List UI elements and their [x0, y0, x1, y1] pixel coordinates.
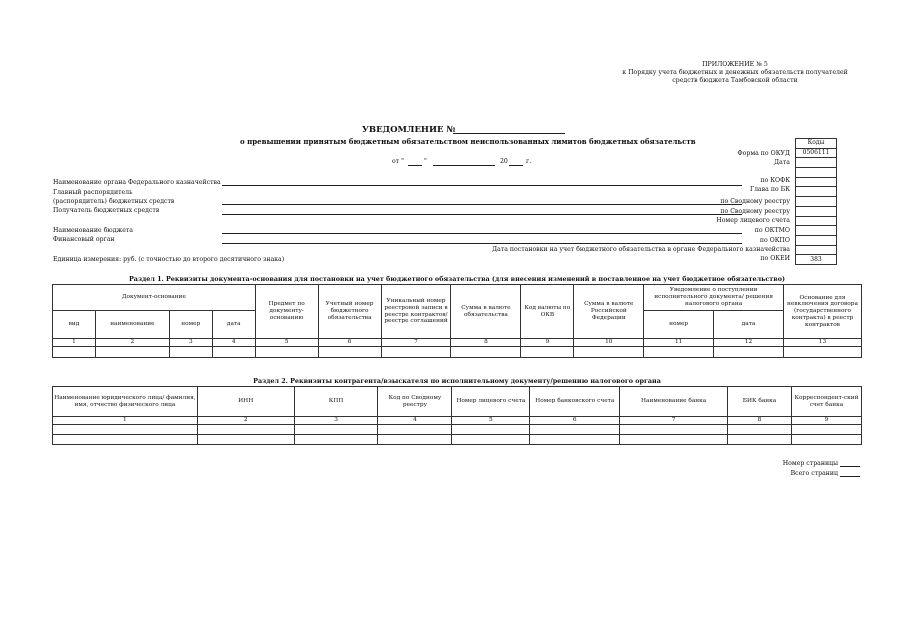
s1-header-unique-number: Уникальный номер реестровой записи в реестре контрактов/ реестре соглашений [381, 285, 451, 339]
field-label-finance-organ: Финансовый орган [53, 236, 115, 243]
field-line-recipient[interactable] [222, 214, 742, 215]
s2-cell[interactable] [53, 425, 198, 435]
s1-cell[interactable] [212, 347, 255, 358]
date-from-label: от " [392, 158, 404, 165]
codes-okei-value[interactable]: 383 [796, 255, 837, 265]
s1-cell[interactable] [318, 347, 381, 358]
codes-account-value[interactable] [796, 216, 837, 226]
field-line-fk-organ[interactable] [222, 185, 742, 186]
field-line-manager[interactable] [222, 204, 742, 205]
field-label-recipient: Получатель бюджетных средств [53, 207, 160, 214]
codes-kofk-value[interactable] [796, 177, 837, 187]
codes-table [795, 138, 837, 265]
s2-cell[interactable] [620, 435, 728, 445]
s1-header-notice-number: номер [644, 311, 714, 339]
field-line-finance-organ[interactable] [222, 243, 742, 244]
s2-colnum: 9 [791, 417, 861, 425]
s1-colnum: 9 [521, 339, 574, 347]
s1-cell[interactable] [53, 347, 96, 358]
codes-glava-value[interactable] [796, 187, 837, 197]
s1-header-acc-number: Учетный номер бюджетного обязательства [318, 285, 381, 339]
s2-cell[interactable] [791, 435, 861, 445]
s1-header-notice: Уведомление о поступлении исполнительного документа/ решения налогового органа [644, 285, 784, 311]
field-label-manager-sub: (распорядитель) бюджетных средств [53, 198, 175, 205]
s1-colnum: 12 [714, 339, 784, 347]
footer-total-pages-label: Всего страниц [790, 470, 838, 477]
s1-header-sum-currency: Сумма в валюте обязательства [451, 285, 521, 339]
table-row [53, 347, 862, 358]
s1-colnum: 8 [451, 339, 521, 347]
s2-cell[interactable] [197, 435, 294, 445]
codes-label-okei: по ОКЕИ [760, 255, 790, 262]
section1-table [52, 284, 862, 358]
s2-header-corr-account: Корреспондент-ский счет банка [791, 387, 861, 417]
codes-label-registration-date: Дата постановки на учет бюджетного обязательства в органе Федерального казначейства [492, 246, 790, 253]
footer-total-pages-line[interactable] [840, 476, 860, 477]
s1-cell[interactable] [783, 347, 861, 358]
codes-svod-value-1[interactable] [796, 197, 837, 207]
section2-table [52, 386, 862, 445]
s1-header-doc-basis: Документ-основание [53, 285, 256, 311]
s1-colnum: 11 [644, 339, 714, 347]
s2-cell[interactable] [452, 425, 530, 435]
s2-header-inn: ИНН [197, 387, 294, 417]
s1-header-currency-code: Код валюты по ОКВ [521, 285, 574, 339]
appendix-line-1: ПРИЛОЖЕНИЕ № 5 [702, 61, 768, 68]
field-label-budget-name: Наименование бюджета [53, 227, 133, 234]
s1-cell[interactable] [451, 347, 521, 358]
s2-cell[interactable] [530, 425, 620, 435]
date-year-line [509, 165, 523, 166]
s2-header-bik: БИК банка [728, 387, 792, 417]
codes-date-value[interactable] [796, 158, 837, 168]
s2-colnum: 5 [452, 417, 530, 425]
s2-header-kpp: КПП [294, 387, 378, 417]
section2-title: Раздел 2. Реквизиты контрагента/взыскателя по исполнительному документу/решению налогового органа [253, 377, 661, 385]
table-row [53, 425, 862, 435]
s2-header-bank-account: Номер банковского счета [530, 387, 620, 417]
s1-header-basis: Основание для невключения договора (государственного контракта) в реестр контрактов [783, 285, 861, 339]
s1-header-number: номер [169, 311, 212, 339]
appendix-line-2: к Порядку учета бюджетных и денежных обязательств получателей [622, 69, 848, 76]
field-label-unit: Единица измерения: руб. (с точностью до второго десятичного знака) [53, 256, 285, 263]
s1-cell[interactable] [95, 347, 169, 358]
codes-svod-value-2[interactable] [796, 206, 837, 216]
s2-colnum: 7 [620, 417, 728, 425]
codes-label-oktmo: по ОКТМО [754, 227, 790, 234]
s1-cell[interactable] [169, 347, 212, 358]
codes-label-okpo: по ОКПО [759, 237, 790, 244]
codes-okud-value[interactable]: 0506111 [796, 148, 837, 158]
s1-cell[interactable] [644, 347, 714, 358]
s1-colnum: 7 [381, 339, 451, 347]
codes-label-date: Дата [774, 159, 790, 166]
page-title: УВЕДОМЛЕНИЕ № [362, 125, 456, 135]
s1-colnum: 1 [53, 339, 96, 347]
codes-oktmo-value[interactable] [796, 226, 837, 236]
codes-label-svod-1: по Сводному реестру [720, 198, 790, 205]
s2-colnum: 2 [197, 417, 294, 425]
footer-page-number-label: Номер страницы [782, 460, 838, 467]
s2-colnum: 6 [530, 417, 620, 425]
s1-cell[interactable] [574, 347, 644, 358]
s1-cell[interactable] [714, 347, 784, 358]
codes-header: Коды [796, 139, 837, 149]
s2-header-bank-name: Наименование банка [620, 387, 728, 417]
s1-cell[interactable] [381, 347, 451, 358]
codes-okpo-value[interactable] [796, 235, 837, 245]
s2-cell[interactable] [452, 435, 530, 445]
s1-header-name: наименование [95, 311, 169, 339]
section1-title: Раздел 1. Реквизиты документа-основания для постановки на учет бюджетного обязательства (для внесения изменений в поставленное на учет бюджетное обязательство) [129, 275, 785, 283]
page-subtitle: о превышении принятым бюджетным обязательством неиспользованных лимитов бюджетных обязательств [240, 137, 696, 146]
table-row [53, 435, 862, 445]
s1-colnum: 6 [318, 339, 381, 347]
s1-colnum: 13 [783, 339, 861, 347]
s1-colnum: 5 [255, 339, 318, 347]
s2-cell[interactable] [791, 425, 861, 435]
codes-blank-1[interactable] [796, 168, 837, 178]
s1-cell[interactable] [255, 347, 318, 358]
s2-header-name: Наименование юридического лица/ фамилия, имя, отчество физического лица [53, 387, 198, 417]
s2-colnum: 4 [378, 417, 452, 425]
field-label-main-manager: Главный распорядитель [53, 189, 133, 196]
s1-header-sum-rub: Сумма в валюте Российской Федерации [574, 285, 644, 339]
s2-cell[interactable] [294, 425, 378, 435]
date-year-prefix: 20 [500, 158, 508, 165]
codes-label-glava: Глава по БК [749, 186, 790, 193]
field-line-budget-name[interactable] [222, 233, 742, 234]
s2-header-account: Номер лицевого счета [452, 387, 530, 417]
s2-header-svod-code: Код по Сводному реестру [378, 387, 452, 417]
s2-cell[interactable] [197, 425, 294, 435]
codes-registration-date-value[interactable] [796, 245, 837, 255]
s2-cell[interactable] [728, 435, 792, 445]
s2-cell[interactable] [530, 435, 620, 445]
date-day-line [408, 165, 422, 166]
s1-header-vid: вид [53, 311, 96, 339]
s1-header-notice-date: дата [714, 311, 784, 339]
notice-number-line [453, 133, 565, 134]
s1-colnum: 4 [212, 339, 255, 347]
s1-header-date: дата [212, 311, 255, 339]
s2-cell[interactable] [378, 435, 452, 445]
s1-cell[interactable] [521, 347, 574, 358]
s2-colnum: 1 [53, 417, 198, 425]
appendix-line-3: средств бюджета Тамбовской области [672, 77, 798, 84]
date-suffix: г. [526, 158, 532, 165]
codes-label-svod-2: по Сводному реестру [720, 208, 790, 215]
date-month-line [433, 165, 495, 166]
codes-label-okud: Форма по ОКУД [737, 150, 790, 157]
s1-colnum: 10 [574, 339, 644, 347]
s2-cell[interactable] [378, 425, 452, 435]
s1-colnum: 2 [95, 339, 169, 347]
s2-colnum: 3 [294, 417, 378, 425]
field-label-fk-organ: Наименование органа Федерального казначейства [53, 179, 221, 186]
s1-header-subject: Предмет по документу-основанию [255, 285, 318, 339]
date-quote: " [424, 158, 427, 165]
s1-colnum: 3 [169, 339, 212, 347]
s2-colnum: 8 [728, 417, 792, 425]
s2-cell[interactable] [620, 425, 728, 435]
codes-label-kofk: по КОФК [760, 177, 790, 184]
footer-page-number-line[interactable] [840, 466, 860, 467]
s2-cell[interactable] [728, 425, 792, 435]
codes-label-account: Номер лицевого счета [716, 217, 790, 224]
s2-cell[interactable] [53, 435, 198, 445]
s2-cell[interactable] [294, 435, 378, 445]
